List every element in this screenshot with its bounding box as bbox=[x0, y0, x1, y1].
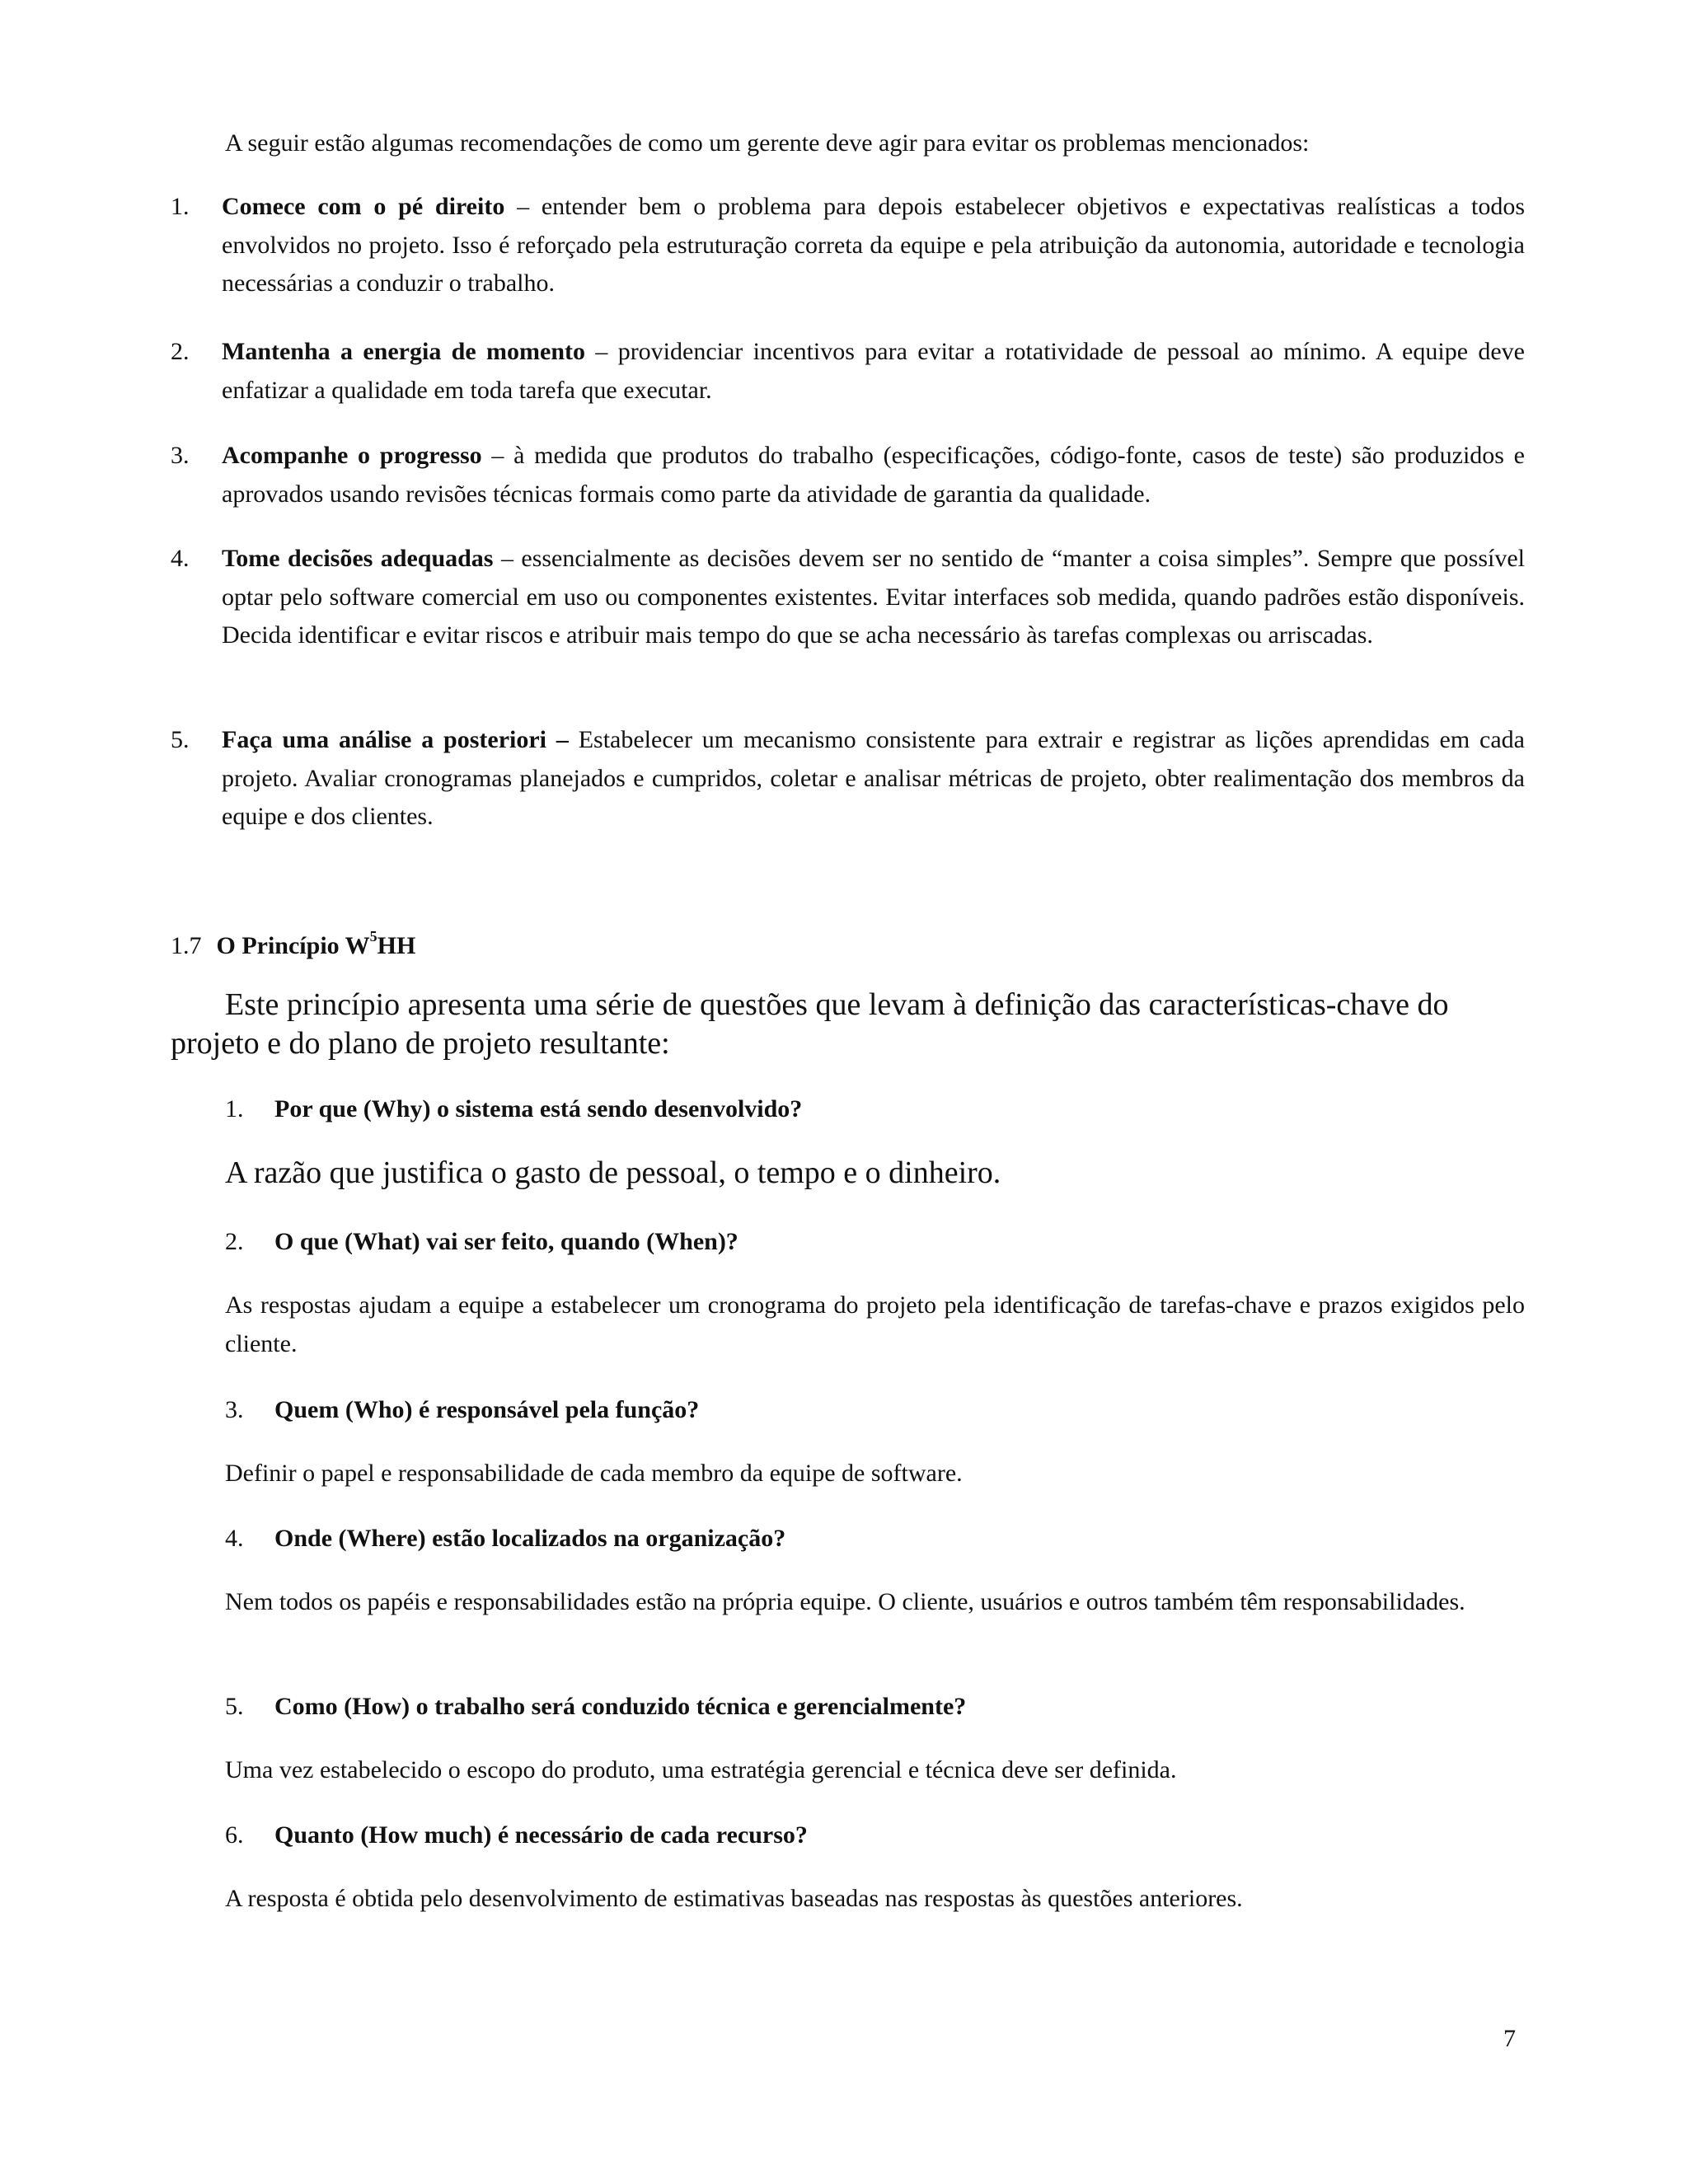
question-number: 6. bbox=[225, 1821, 244, 1849]
question-title: Como (How) o trabalho será conduzido técnica e gerencialmente? bbox=[274, 1693, 967, 1720]
recommendation-number: 1. bbox=[171, 193, 190, 220]
recommendation-body: – providenciar incentivos para evitar a rotatividade de pessoal ao mínimo. A equipe deve enfatizar a qualidade em toda tarefa que executar. bbox=[222, 338, 1525, 404]
recommendation-item bbox=[171, 188, 1525, 303]
recommendation-title: Faça uma análise a posteriori – bbox=[222, 726, 569, 753]
recommendation-body: Estabelecer um mecanismo consistente para extrair e registrar as lições aprendidas em cada projeto. Avaliar cronogramas planejados e cumpridos, coletar e analisar métricas de projeto, obter realimentação dos membros da equipe e dos clientes. bbox=[222, 726, 1525, 830]
recommendation-title: Tome decisões adequadas bbox=[222, 545, 494, 572]
recommendation-text bbox=[222, 540, 1525, 655]
question-title: Por que (Why) o sistema está sendo desenvolvido? bbox=[274, 1095, 803, 1122]
recommendation-number: 3. bbox=[171, 442, 190, 469]
question-item bbox=[225, 1222, 738, 1262]
recommendation-number: 5. bbox=[171, 726, 190, 753]
recommendation-number: 4. bbox=[171, 545, 190, 572]
question-number: 4. bbox=[225, 1525, 244, 1552]
question-answer: Nem todos os papéis e responsabilidades estão na própria equipe. O cliente, usuários e outros também têm responsabilidades. bbox=[225, 1588, 1465, 1615]
recommendation-number: 2. bbox=[171, 338, 190, 365]
section-intro-paragraph: Este princípio apresenta uma série de questões que levam à definição das características-chave do projeto e do plano de projeto resultante: bbox=[171, 987, 1449, 1061]
recommendation-title: Acompanhe o progresso bbox=[222, 442, 482, 469]
question-answer: A razão que justifica o gasto de pessoal, o tempo e o dinheiro. bbox=[225, 1155, 1001, 1190]
recommendation-item bbox=[171, 721, 1525, 837]
recommendation-text bbox=[222, 188, 1525, 303]
question-title: Quanto (How much) é necessário de cada recurso? bbox=[274, 1821, 808, 1849]
question-item bbox=[225, 1390, 699, 1430]
question-answer: Uma vez estabelecido o escopo do produto, uma estratégia gerencial e técnica deve ser definida. bbox=[225, 1756, 1177, 1783]
section-title bbox=[216, 928, 416, 959]
question-answer: A resposta é obtida pelo desenvolvimento de estimativas baseadas nas respostas às questões anteriores. bbox=[225, 1885, 1243, 1912]
question-item bbox=[225, 1090, 802, 1129]
question-item bbox=[225, 1687, 966, 1727]
recommendation-text bbox=[222, 437, 1525, 513]
question-title: Onde (Where) estão localizados na organização? bbox=[274, 1525, 786, 1552]
recommendation-body: – entender bem o problema para depois estabelecer objetivos e expectativas realísticas a todos envolvidos no projeto. Isso é reforçado pela estruturação correta da equipe e pela atribuição da autonomia, autoridade e tecnologia necessárias a conduzir o trabalho. bbox=[222, 193, 1525, 297]
section-title-main: O Princípio W bbox=[216, 932, 370, 959]
question-title: Quem (Who) é responsável pela função? bbox=[274, 1396, 700, 1423]
question-item bbox=[225, 1519, 785, 1558]
recommendation-item bbox=[171, 437, 1525, 513]
question-answer: As respostas ajudam a equipe a estabelecer um cronograma do projeto pela identificação de tarefas-chave e prazos exigidos pelo cliente. bbox=[225, 1291, 1525, 1357]
recommendation-text bbox=[222, 333, 1525, 410]
recommendation-item bbox=[171, 540, 1525, 655]
question-item bbox=[225, 1816, 808, 1855]
question-number: 3. bbox=[225, 1396, 244, 1423]
recommendation-title: Mantenha a energia de momento bbox=[222, 338, 585, 365]
recommendation-item bbox=[171, 333, 1525, 410]
recommendation-title: Comece com o pé direito bbox=[222, 193, 505, 220]
intro-paragraph: A seguir estão algumas recomendações de como um gerente deve agir para evitar os problemas mencionados: bbox=[225, 129, 1310, 157]
question-number: 5. bbox=[225, 1693, 244, 1720]
question-title: O que (What) vai ser feito, quando (When)? bbox=[274, 1228, 738, 1255]
section-title-end: HH bbox=[377, 932, 416, 959]
recommendation-body: – à medida que produtos do trabalho (especificações, código-fonte, casos de teste) são produzidos e aprovados usando revisões técnicas formais como parte da atividade de garantia da qualidade. bbox=[222, 442, 1525, 508]
page-number: 7 bbox=[1503, 2025, 1516, 2052]
question-answer: Definir o papel e responsabilidade de cada membro da equipe de software. bbox=[225, 1460, 963, 1487]
section-title-superscript: 5 bbox=[369, 928, 377, 944]
question-number: 1. bbox=[225, 1095, 244, 1122]
question-number: 2. bbox=[225, 1228, 244, 1255]
section-number: 1.7 bbox=[171, 932, 202, 959]
recommendation-text bbox=[222, 721, 1525, 837]
recommendation-body: – essencialmente as decisões devem ser no sentido de “manter a coisa simples”. Sempre que possível optar pelo software comercial em uso ou componentes existentes. Evitar interfaces sob medida, quando padrões estão disponíveis. Decida identificar e evitar riscos e atribuir mais tempo do que se acha necessário às tarefas complexas ou arriscadas. bbox=[222, 545, 1526, 649]
section-heading bbox=[171, 926, 415, 966]
